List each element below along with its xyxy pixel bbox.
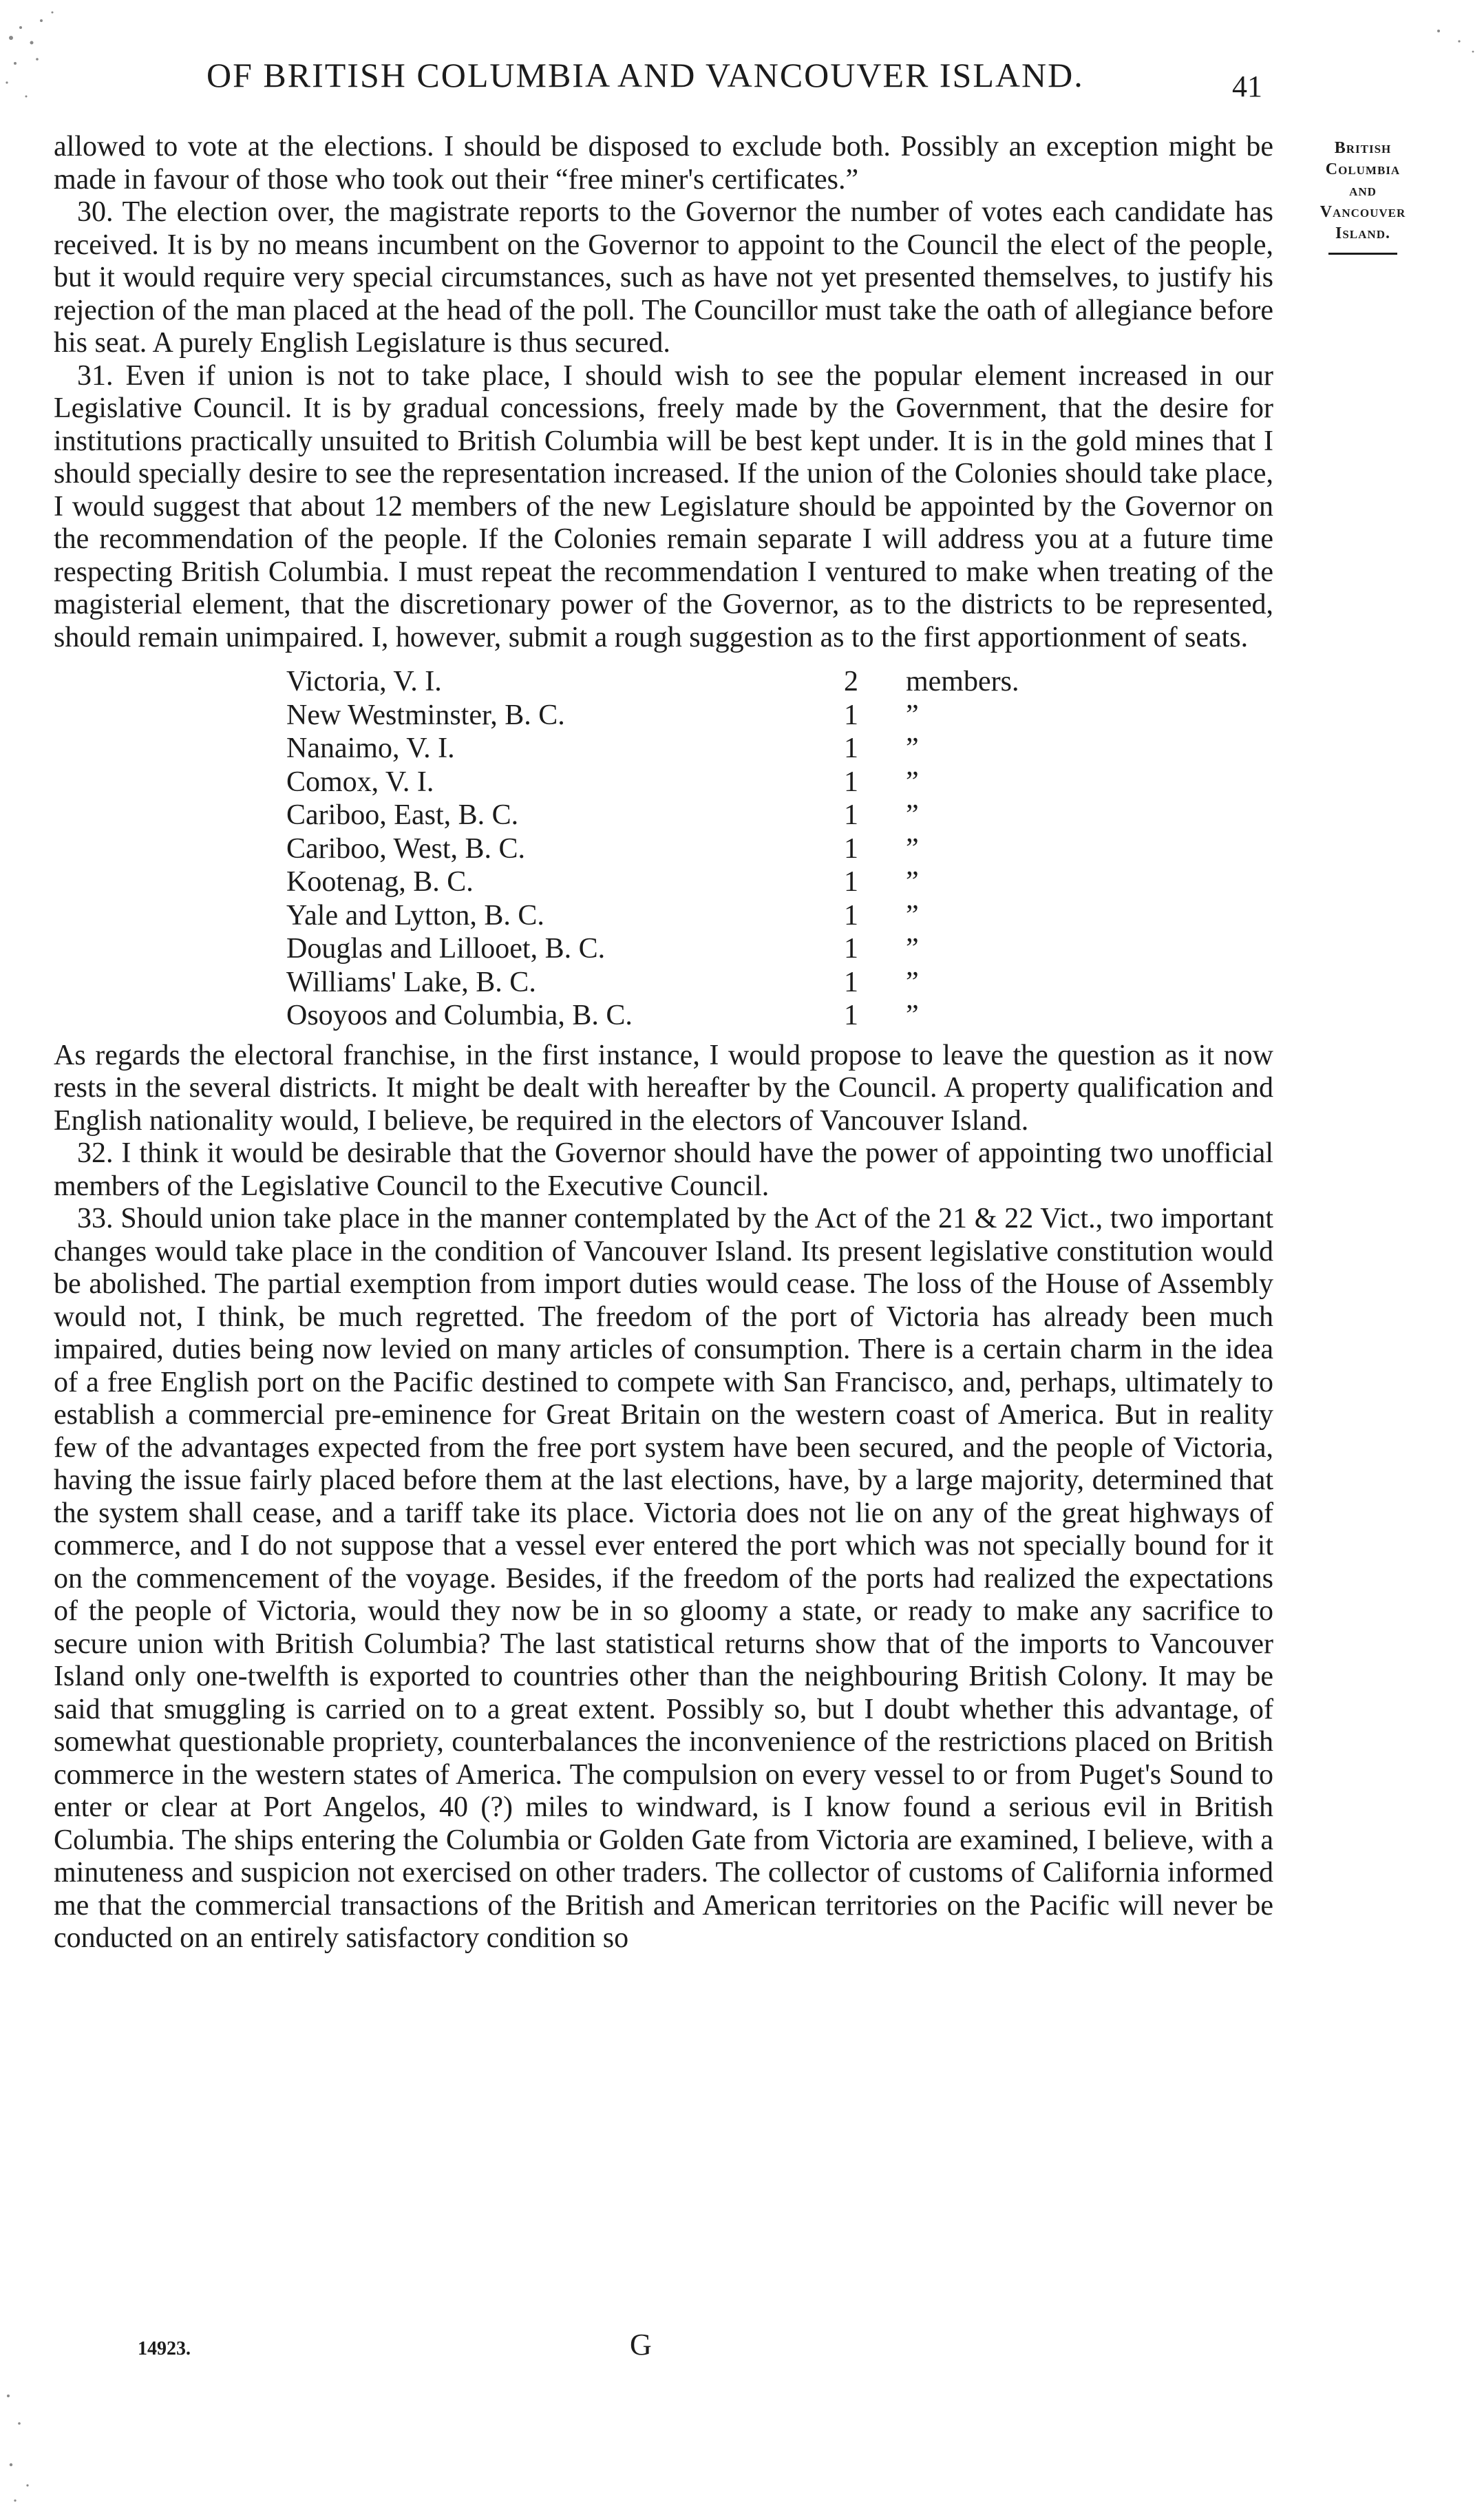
table-row bbox=[286, 932, 1019, 966]
table-row bbox=[286, 999, 1019, 1033]
seat-count: 1 bbox=[844, 899, 858, 932]
seat-unit: ” bbox=[906, 699, 919, 731]
seat-unit: ” bbox=[906, 866, 919, 898]
margin-note bbox=[1277, 138, 1449, 255]
table-row bbox=[286, 966, 1019, 1000]
print-number: 14923. bbox=[138, 2338, 191, 2359]
seat-unit: ” bbox=[906, 933, 919, 965]
district-name: Osoyoos and Columbia, B. C. bbox=[286, 1000, 633, 1031]
seat-unit: ” bbox=[906, 899, 919, 932]
seat-count: 1 bbox=[844, 733, 858, 764]
margin-note-line: Island. bbox=[1335, 224, 1390, 242]
paragraph-33: 33. Should union take place in the manner contemplated by the Act of the 21 & 22 Vict., two important changes would take place in the condition of Vancouver Island. Its present legislative constitution would be abolished. The partial exemption from import duties would cease. The loss of the House of Assembly would not, I think, be much regretted. The freedom of the port of Victoria has already been much impaired, duties being now levied on many articles of consumption. There is a certain charm in the idea of a free English port on the Pacific destined to compete with San Francisco, and, perhaps, ultimately to establish a commercial pre-eminence for Great Britain on the western coast of America. But in reality few of the advantages expected from the free port system have been secured, and the people of Victoria, having the issue fairly placed before them at the last elections, have, by a large majority, determined that the system shall cease, and a tariff take its place. Victoria does not lie on any of the great highways of commerce, and I do not suppose that a vessel ever entered the port which was not specially bound for it on the commencement of the voyage. Besides, if the freedom of the ports had realized the expectations of the people of Victoria, would they now be in so gloomy a state, or ready to make any sacrifice to secure union with British Columbia? The last statistical returns show that of the imports to Vancouver Island only one-twelfth is exported to countries other than the neighbouring British Colony. It may be said that smuggling is carried on to a great extent. Possibly so, but I doubt whether this advantage, of somewhat questionable propriety, counterbalances the inconvenience of the restrictions placed on British commerce in the western states of America. The compulsion on every vessel to or from Puget's Sound to enter or clear at Port Angelos, 40 (?) miles to windward, is I know found a serious evil in British Columbia. The ships entering the Columbia or Golden Gate from Victoria are examined, I believe, with a minuteness and suspicion not exercised on other traders. The collector of customs of California informed me that the commercial transactions of the British and American territories on the Pacific will never be conducted on an entirely satisfactory condition so bbox=[54, 1203, 1273, 1954]
seat-count: 1 bbox=[844, 933, 858, 965]
seat-unit: members. bbox=[906, 666, 1019, 697]
district-name: Cariboo, West, B. C. bbox=[286, 832, 526, 865]
table-row bbox=[286, 699, 1019, 733]
table-row bbox=[286, 799, 1019, 832]
paragraph-31: 31. Even if union is not to take place, I should wish to see the popular element increased in our Legislative Council. It is by gradual concessions, freely made by the Government, that the desire for institutions practically unsuited to British Columbia will be best kept under. It is in the gold mines that I should specially desire to see the representation increased. If the union of the Colonies should take place, I would suggest that about 12 members of the new Legislature should be appointed by the Governor on the recommendation of the people. If the Colonies remain separate I will address you at a future time respecting British Columbia. I must repeat the recommendation I ventured to make when treating of the magisterial element, that the discretionary power of the Governor, as to the districts to be represented, should remain unimpaired. I, however, submit a rough suggestion as to the first apportionment of seats. bbox=[54, 359, 1273, 653]
seat-count: 2 bbox=[844, 666, 858, 697]
district-name: Nanaimo, V. I. bbox=[286, 733, 455, 764]
seat-count: 1 bbox=[844, 766, 858, 798]
margin-note-rule bbox=[1328, 253, 1397, 255]
table-row bbox=[286, 766, 1019, 799]
paragraph-franchise: As regards the electoral franchise, in the first instance, I would propose to leave the question as it now rests in the several districts. It might be dealt with hereafter by the Council. A property qualification and English nationality would, I believe, be required in the electors of Vancouver Island. bbox=[54, 1039, 1273, 1137]
district-name: Kootenag, B. C. bbox=[286, 866, 474, 898]
seat-apportionment-table bbox=[286, 665, 1019, 1033]
district-name: Yale and Lytton, B. C. bbox=[286, 899, 544, 932]
margin-note-line: and bbox=[1349, 182, 1377, 200]
running-title: OF BRITISH COLUMBIA AND VANCOUVER ISLAND. bbox=[206, 56, 1084, 94]
seat-unit: ” bbox=[906, 799, 919, 831]
signature-mark: G bbox=[630, 2328, 652, 2361]
table-row bbox=[286, 832, 1019, 866]
seat-unit: ” bbox=[906, 733, 919, 764]
district-name: Cariboo, East, B. C. bbox=[286, 799, 519, 831]
seat-count: 1 bbox=[844, 699, 858, 731]
table-row bbox=[286, 865, 1019, 899]
seat-unit: ” bbox=[906, 766, 919, 798]
seat-unit: ” bbox=[906, 1000, 919, 1031]
seat-unit: ” bbox=[906, 966, 919, 998]
margin-note-line: British bbox=[1334, 139, 1392, 157]
seat-count: 1 bbox=[844, 1000, 858, 1031]
paragraph-32: 32. I think it would be desirable that the Governor should have the power of appointing two unofficial members of the Legislative Council to the Executive Council. bbox=[54, 1137, 1273, 1202]
margin-note-line: Vancouver bbox=[1319, 203, 1406, 221]
district-name: Comox, V. I. bbox=[286, 766, 434, 798]
body-text bbox=[54, 131, 1273, 1955]
table-row bbox=[286, 732, 1019, 766]
seat-count: 1 bbox=[844, 832, 858, 865]
seat-count: 1 bbox=[844, 966, 858, 998]
district-name: Victoria, V. I. bbox=[286, 666, 442, 697]
page-number: 41 bbox=[1232, 70, 1262, 103]
seat-unit: ” bbox=[906, 832, 919, 865]
seat-count: 1 bbox=[844, 866, 858, 898]
seat-count: 1 bbox=[844, 799, 858, 831]
paragraph-30: 30. The election over, the magistrate reports to the Governor the number of votes each candidate has received. It is by no means incumbent on the Governor to appoint to the Council the elect of the people, but it would require very special circumstances, such as have not yet presented themselves, to justify his rejection of the man placed at the head of the poll. The Councillor must take the oath of allegiance before his seat. A purely English Legislature is thus secured. bbox=[54, 196, 1273, 359]
district-name: Williams' Lake, B. C. bbox=[286, 966, 536, 998]
district-name: Douglas and Lillooet, B. C. bbox=[286, 933, 606, 965]
table-row bbox=[286, 665, 1019, 699]
district-name: New Westminster, B. C. bbox=[286, 699, 565, 731]
paragraph-continued: allowed to vote at the elections. I should be disposed to exclude both. Possibly an exception might be made in favour of those who took out their “free miner's certificates.” bbox=[54, 131, 1273, 196]
table-row bbox=[286, 899, 1019, 933]
margin-note-line: Columbia bbox=[1325, 160, 1401, 178]
